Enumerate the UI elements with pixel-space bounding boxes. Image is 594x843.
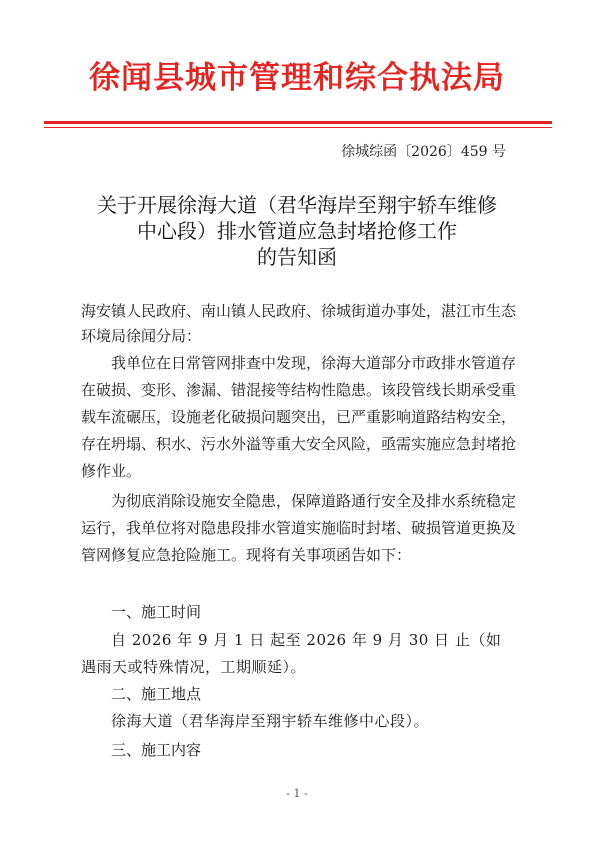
header-red-rule-thin bbox=[44, 127, 552, 128]
body-paragraph-1: 我单位在日常管网排查中发现，徐海大道部分市政排水管道存在破损、变形、渗漏、错混接等结构性隐患。该段管线长期承受重载车流碾压，设施老化破损问题突出，已严重影响道路结构安全，存在坍塌、积水、污水外溢等重大安全风险，亟需实施应急封堵抢修作业。 bbox=[81, 354, 517, 480]
document-title bbox=[40, 192, 554, 270]
body-paragraph-2: 为彻底消除设施安全隐患，保障道路通行安全及排水系统稳定运行，我单位将对隐患段排水管道实施临时封堵、破损管道更换及管网修复应急抢险施工。现将有关事项函告如下： bbox=[81, 492, 517, 564]
issuing-authority-title: 徐闻县城市管理和综合执法局 bbox=[89, 60, 505, 96]
section-heading-construction-time: 一、施工时间 bbox=[111, 603, 202, 621]
header-red-rule-thick bbox=[44, 121, 552, 124]
section-text-construction-time: 自 2026 年 9 月 1 日 起至 2026 年 9 月 30 日 止（如遇雨天或特殊情况，工期顺延）。 bbox=[81, 631, 502, 676]
document-title-line-3: 的告知函 bbox=[257, 245, 337, 269]
document-title-line-1: 关于开展徐海大道（君华海岸至翔宇轿车维修 bbox=[97, 193, 497, 217]
recipient-line: 海安镇人民政府、南山镇人民政府、徐城街道办事处，湛江市生态环境局徐闻分局： bbox=[81, 302, 517, 345]
section-text-construction-location: 徐海大道（君华海岸至翔宇轿车维修中心段）。 bbox=[111, 712, 430, 730]
document-title-line-2: 中心段）排水管道应急封堵抢修工作 bbox=[137, 219, 457, 243]
section-heading-construction-location: 二、施工地点 bbox=[111, 685, 202, 703]
page-number: - 1 - bbox=[286, 787, 308, 800]
document-number: 徐城综函〔2026〕459 号 bbox=[341, 144, 506, 160]
section-heading-construction-content: 三、施工内容 bbox=[111, 741, 202, 759]
